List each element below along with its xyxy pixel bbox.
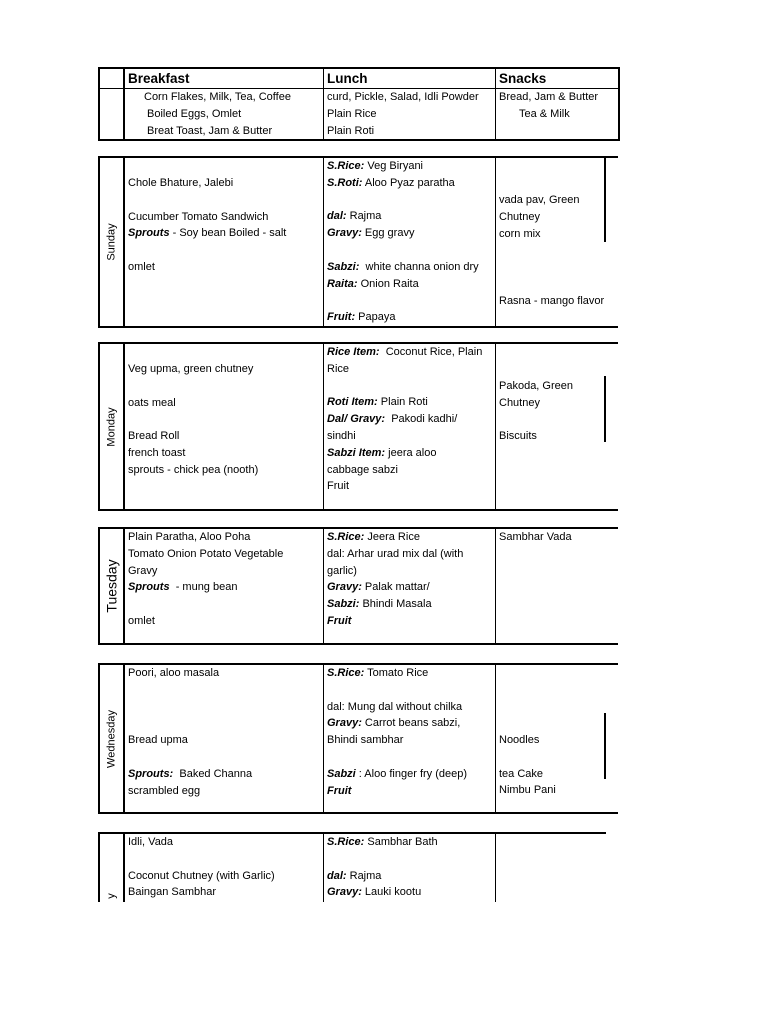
day-block-thursday — [98, 832, 606, 902]
day-label-monday: Monday — [105, 406, 118, 447]
sunday-lunch: S.Rice: Veg Biryani S.Roti: Aloo Pyaz paratha dal: Rajma Gravy: Egg gravy Sabzi: white channa onion dry Raita: Onion Raita Fruit: Papaya — [324, 157, 496, 327]
header-day-cell — [99, 68, 124, 89]
header-breakfast: Breakfast — [124, 68, 324, 89]
tuesday-lunch: S.Rice: Jeera Rice dal: Arhar urad mix dal (with garlic) Gravy: Palak mattar/ Sabzi: Bhindi Masala Fruit — [324, 528, 496, 644]
header-row — [99, 68, 619, 89]
thursday-breakfast: Idli, Vada Coconut Chutney (with Garlic) Baingan Sambhar — [124, 833, 324, 902]
common-lunch: curd, Pickle, Salad, Idli Powder Plain Rice Plain Roti — [324, 89, 496, 141]
day-block-wednesday — [98, 663, 606, 814]
monday-lunch: Rice Item: Coconut Rice, Plain Rice Roti Item: Plain Roti Dal/ Gravy: Pakodi kadhi/ sindhi Sabzi Item: jeera aloo cabbage sabzi Fruit — [324, 343, 496, 510]
thursday-lunch: S.Rice: Sambhar Bath dal: Rajma Gravy: Lauki kootu — [324, 833, 496, 902]
day-label-wednesday: Wednesday — [105, 709, 118, 768]
wednesday-snacks: Noodles tea Cake Nimbu Pani — [499, 734, 556, 797]
wednesday-lunch: S.Rice: Tomato Rice dal: Mung dal without chilka Gravy: Carrot beans sabzi, Bhindi sambhar Sabzi : Aloo finger fry (deep) Fruit — [324, 664, 496, 813]
common-snacks: Bread, Jam & Butter Tea & Milk — [499, 91, 599, 120]
sunday-breakfast: Chole Bhature, Jalebi Cucumber Tomato Sandwich Sprouts - Soy bean Boiled - salt omlet — [124, 157, 324, 327]
header-lunch: Lunch — [324, 68, 496, 89]
common-items-row — [99, 89, 619, 141]
header-block — [98, 67, 606, 141]
common-breakfast: Corn Flakes, Milk, Tea, Coffee Boiled Eggs, Omlet Breat Toast, Jam & Butter — [124, 89, 324, 141]
wednesday-breakfast: Poori, aloo masala Bread upma Sprouts: Baked Channa scrambled egg — [124, 664, 324, 813]
sunday-snacks: vada pav, Green Chutney corn mix Rasna - mango flavor — [499, 194, 605, 307]
day-block-sunday — [98, 156, 606, 328]
day-label-sunday: Sunday — [105, 223, 118, 261]
day-block-tuesday — [98, 527, 606, 645]
header-snacks: Snacks — [496, 68, 620, 89]
day-block-monday — [98, 342, 606, 511]
tuesday-breakfast: Plain Paratha, Aloo Poha Tomato Onion Potato Vegetable Gravy Sprouts - mung bean omlet — [124, 528, 324, 644]
tuesday-snacks: Sambhar Vada — [499, 531, 572, 543]
monday-snacks: Pakoda, Green Chutney Biscuits — [499, 380, 573, 443]
day-label-thursday: y — [105, 893, 118, 899]
thursday-snacks — [496, 833, 607, 902]
monday-breakfast: Veg upma, green chutney oats meal Bread Roll french toast sprouts - chick pea (nooth) — [124, 343, 324, 510]
day-label-tuesday: Tuesday — [103, 559, 120, 613]
